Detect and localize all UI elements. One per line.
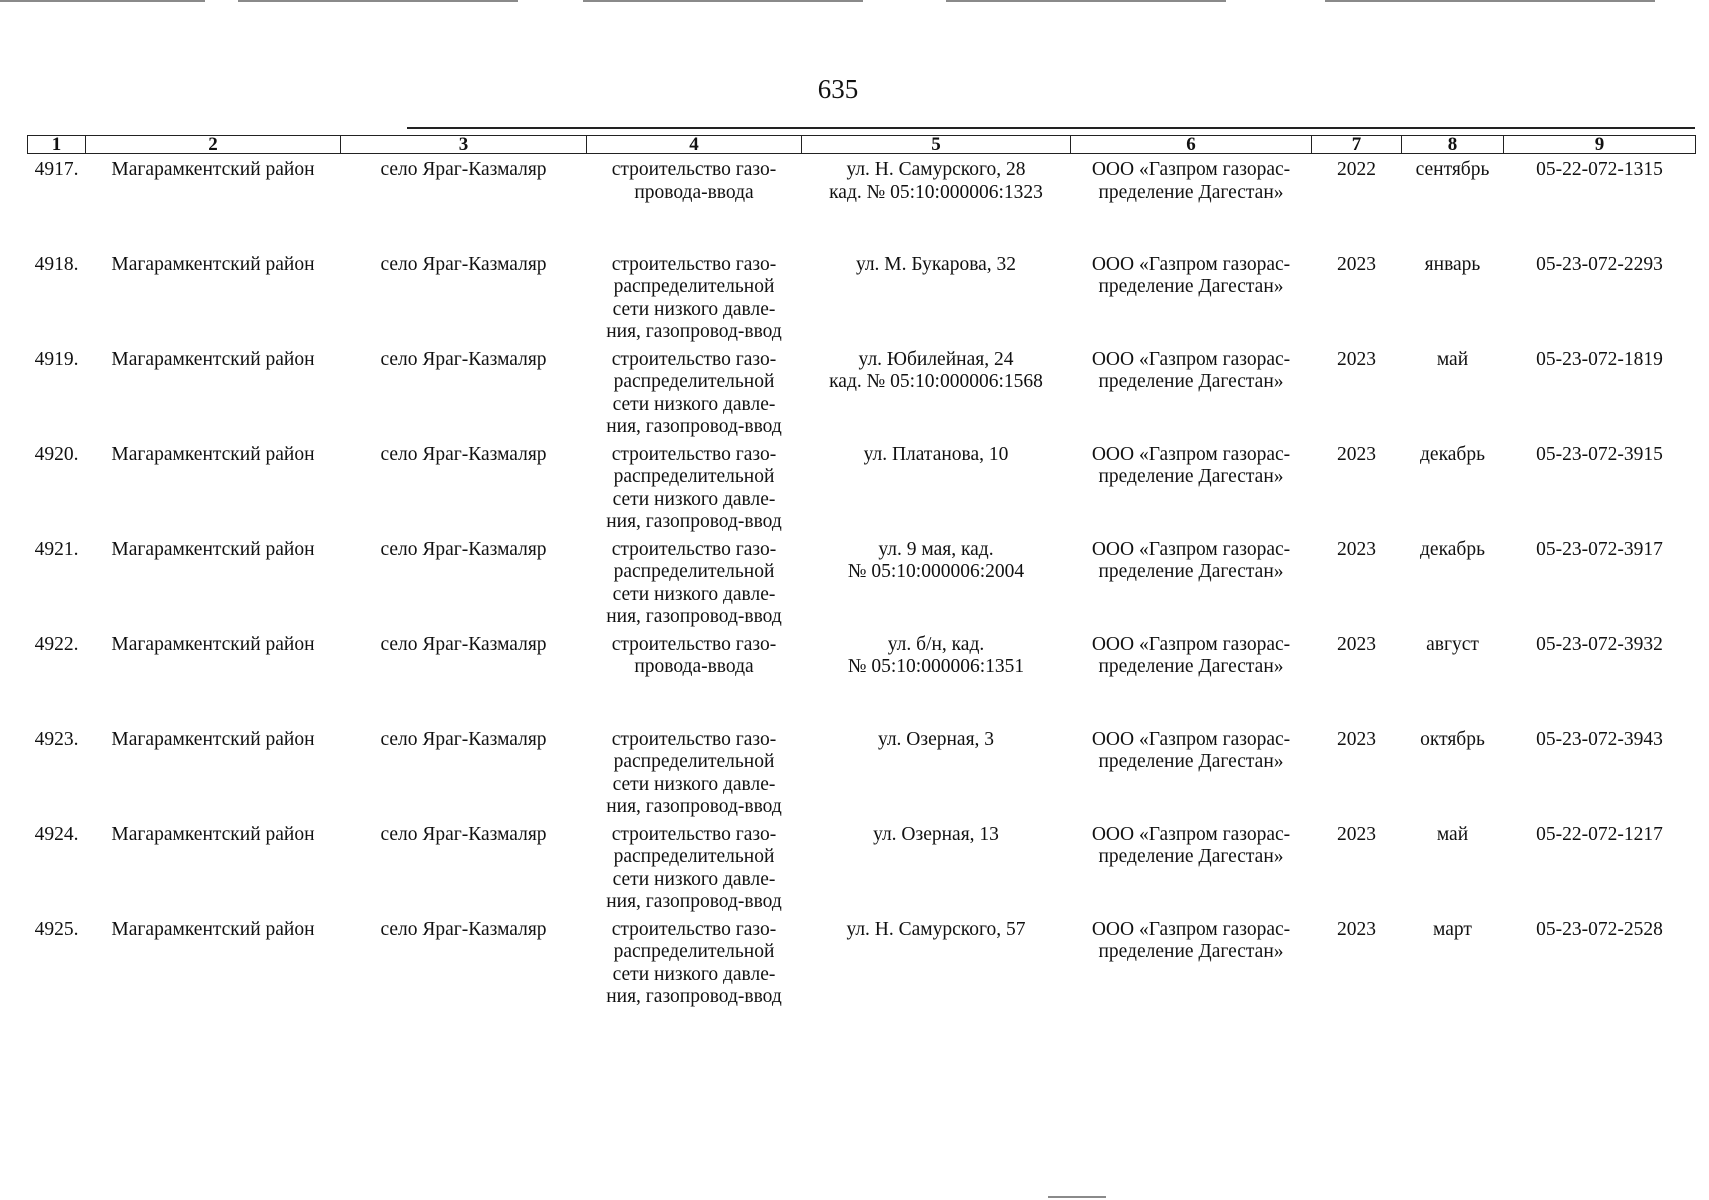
scan-edge-line <box>946 0 1226 2</box>
row-number: 4925. <box>34 918 79 940</box>
work-cell <box>587 629 802 724</box>
code-cell: 05-22-072-1315 <box>1536 159 1663 180</box>
address-line: № 05:10:000006:2004 <box>847 561 1025 582</box>
organization-cell <box>1071 819 1312 914</box>
work-cell <box>587 439 802 534</box>
work-line: сети низкого давле- <box>612 298 776 320</box>
year-cell: 2023 <box>1337 918 1376 940</box>
column-header: 3 <box>341 136 587 154</box>
registry-table <box>27 135 1696 1009</box>
month-cell: октябрь <box>1420 728 1485 750</box>
month-cell: декабрь <box>1420 443 1485 465</box>
work-line: строительство газо- <box>611 823 777 845</box>
address-cell <box>802 534 1071 629</box>
organization-line: ООО «Газпром газорас- <box>1091 823 1291 845</box>
organization-cell <box>1071 724 1312 819</box>
year-cell: 2023 <box>1337 823 1376 845</box>
table-row <box>28 819 1696 914</box>
district-cell: Магарамкентский район <box>111 443 315 465</box>
district-cell: Магарамкентский район <box>111 823 315 845</box>
district-cell: Магарамкентский район <box>111 253 315 275</box>
address-line: ул. Платанова, 10 <box>863 443 1009 465</box>
address-line: ул. Озерная, 3 <box>877 728 995 750</box>
locality-cell: село Яраг-Казмаляр <box>380 348 547 370</box>
district-cell: Магарамкентский район <box>111 538 315 560</box>
district-cell: Магарамкентский район <box>111 159 315 180</box>
address-line: ул. М. Букарова, 32 <box>855 253 1017 275</box>
table-row <box>28 914 1696 1009</box>
work-line: ния, газопровод-ввод <box>606 986 782 1007</box>
organization-line: пределение Дагестан» <box>1098 941 1284 962</box>
page-number: 635 <box>817 74 859 104</box>
locality-cell: село Яраг-Казмаляр <box>380 443 547 465</box>
code-cell: 05-23-072-3932 <box>1536 633 1663 655</box>
locality-cell: село Яраг-Казмаляр <box>380 633 547 655</box>
address-cell <box>802 439 1071 534</box>
work-line: строительство газо- <box>611 918 777 940</box>
address-cell <box>802 629 1071 724</box>
work-cell <box>587 534 802 629</box>
code-cell: 05-23-072-2528 <box>1536 918 1663 940</box>
code-cell: 05-23-072-3917 <box>1536 538 1663 560</box>
column-header: 6 <box>1071 136 1312 154</box>
column-header: 8 <box>1402 136 1504 154</box>
column-number-row <box>28 136 1696 154</box>
work-line: строительство газо- <box>611 253 777 275</box>
work-line: сети низкого давле- <box>612 963 776 985</box>
work-cell <box>587 724 802 819</box>
address-line: ул. Юбилейная, 24 <box>858 348 1014 370</box>
work-line: ния, газопровод-ввод <box>606 606 782 627</box>
scan-edge-line <box>238 0 518 2</box>
work-line: распределительной <box>613 561 775 582</box>
month-cell: август <box>1426 633 1479 655</box>
code-cell: 05-23-072-1819 <box>1536 348 1663 370</box>
organization-line: ООО «Газпром газорас- <box>1091 348 1291 370</box>
organization-cell <box>1071 344 1312 439</box>
year-cell: 2023 <box>1337 348 1376 370</box>
table-row <box>28 439 1696 534</box>
year-cell: 2023 <box>1337 633 1376 655</box>
address-cell <box>802 249 1071 344</box>
month-cell: сентябрь <box>1415 159 1490 180</box>
code-cell: 05-23-072-2293 <box>1536 253 1663 275</box>
code-cell: 05-22-072-1217 <box>1536 823 1663 845</box>
address-line: ул. Озерная, 13 <box>873 823 999 845</box>
work-cell <box>587 914 802 1009</box>
work-line: сети низкого давле- <box>612 393 776 415</box>
code-cell: 05-23-072-3943 <box>1536 728 1663 750</box>
work-cell <box>587 344 802 439</box>
organization-line: ООО «Газпром газорас- <box>1091 443 1291 465</box>
district-cell: Магарамкентский район <box>111 728 315 750</box>
work-line: провода-ввода <box>634 656 754 677</box>
organization-cell <box>1071 914 1312 1009</box>
work-line: распределительной <box>613 941 775 962</box>
organization-cell <box>1071 439 1312 534</box>
organization-line: пределение Дагестан» <box>1098 276 1284 297</box>
address-line: № 05:10:000006:1351 <box>847 656 1025 677</box>
work-line: ния, газопровод-ввод <box>606 416 782 437</box>
month-cell: май <box>1436 823 1469 845</box>
organization-cell <box>1071 154 1312 249</box>
address-line: кад. № 05:10:000006:1323 <box>829 181 1043 203</box>
table-row <box>28 249 1696 344</box>
month-cell: декабрь <box>1420 538 1485 560</box>
work-cell <box>587 819 802 914</box>
locality-cell: село Яраг-Казмаляр <box>380 159 547 180</box>
column-header: 5 <box>802 136 1071 154</box>
work-cell <box>587 154 802 249</box>
work-cell <box>587 249 802 344</box>
address-line: ул. 9 мая, кад. <box>878 538 994 560</box>
organization-line: ООО «Газпром газорас- <box>1091 918 1291 940</box>
work-line: ния, газопровод-ввод <box>606 511 782 532</box>
locality-cell: село Яраг-Казмаляр <box>380 728 547 750</box>
work-line: сети низкого давле- <box>612 488 776 510</box>
month-cell: январь <box>1424 253 1481 275</box>
address-cell <box>802 914 1071 1009</box>
year-cell: 2023 <box>1337 253 1376 275</box>
organization-line: пределение Дагестан» <box>1098 561 1284 582</box>
locality-cell: село Яраг-Казмаляр <box>380 253 547 275</box>
row-number: 4919. <box>34 348 79 370</box>
column-header: 1 <box>28 136 86 154</box>
row-number: 4924. <box>34 823 79 845</box>
organization-line: ООО «Газпром газорас- <box>1091 253 1291 275</box>
locality-cell: село Яраг-Казмаляр <box>380 918 547 940</box>
organization-line: ООО «Газпром газорас- <box>1091 159 1291 180</box>
work-line: распределительной <box>613 846 775 867</box>
column-header: 7 <box>1312 136 1402 154</box>
work-line: строительство газо- <box>611 443 777 465</box>
table-row <box>28 344 1696 439</box>
row-number: 4922. <box>34 633 79 655</box>
locality-cell: село Яраг-Казмаляр <box>380 538 547 560</box>
work-line: сети низкого давле- <box>612 868 776 890</box>
work-line: ния, газопровод-ввод <box>606 796 782 817</box>
work-line: распределительной <box>613 371 775 392</box>
row-number: 4921. <box>34 538 79 560</box>
code-cell: 05-23-072-3915 <box>1536 443 1663 465</box>
address-cell <box>802 724 1071 819</box>
column-header: 2 <box>86 136 341 154</box>
work-line: строительство газо- <box>611 538 777 560</box>
scan-edge-line <box>583 0 863 2</box>
address-line: ул. б/н, кад. <box>887 633 985 655</box>
address-line: кад. № 05:10:000006:1568 <box>829 371 1043 392</box>
table-row <box>28 724 1696 819</box>
year-cell: 2023 <box>1337 538 1376 560</box>
organization-line: ООО «Газпром газорас- <box>1091 633 1291 655</box>
organization-line: ООО «Газпром газорас- <box>1091 538 1291 560</box>
table-top-rule <box>407 127 1695 129</box>
row-number: 4923. <box>34 728 79 750</box>
table-row <box>28 629 1696 724</box>
organization-line: пределение Дагестан» <box>1098 656 1284 677</box>
table-row <box>28 534 1696 629</box>
row-number: 4917. <box>34 159 79 180</box>
organization-cell <box>1071 249 1312 344</box>
year-cell: 2023 <box>1337 728 1376 750</box>
organization-line: пределение Дагестан» <box>1098 371 1284 392</box>
work-line: распределительной <box>613 751 775 772</box>
work-line: сети низкого давле- <box>612 773 776 795</box>
district-cell: Магарамкентский район <box>111 633 315 655</box>
column-header: 9 <box>1504 136 1696 154</box>
work-line: строительство газо- <box>611 159 777 180</box>
district-cell: Магарамкентский район <box>111 348 315 370</box>
organization-line: ООО «Газпром газорас- <box>1091 728 1291 750</box>
work-line: сети низкого давле- <box>612 583 776 605</box>
organization-cell <box>1071 629 1312 724</box>
row-number: 4918. <box>34 253 79 275</box>
district-cell: Магарамкентский район <box>111 918 315 940</box>
work-line: ния, газопровод-ввод <box>606 321 782 342</box>
address-cell <box>802 154 1071 249</box>
month-cell: май <box>1436 348 1469 370</box>
work-line: распределительной <box>613 466 775 487</box>
work-line: ния, газопровод-ввод <box>606 891 782 912</box>
work-line: строительство газо- <box>611 728 777 750</box>
row-number: 4920. <box>34 443 79 465</box>
address-line: ул. Н. Самурского, 57 <box>846 918 1026 940</box>
scan-edge-line <box>1048 1196 1106 1198</box>
year-cell: 2023 <box>1337 443 1376 465</box>
work-line: провода-ввода <box>634 181 754 203</box>
address-cell <box>802 344 1071 439</box>
table-row <box>28 154 1696 249</box>
work-line: распределительной <box>613 276 775 297</box>
organization-line: пределение Дагестан» <box>1098 466 1284 487</box>
organization-cell <box>1071 534 1312 629</box>
organization-line: пределение Дагестан» <box>1098 846 1284 867</box>
address-cell <box>802 819 1071 914</box>
address-line: ул. Н. Самурского, 28 <box>846 159 1026 180</box>
month-cell: март <box>1433 918 1472 940</box>
work-line: строительство газо- <box>611 633 777 655</box>
scan-edge-line <box>1325 0 1655 2</box>
locality-cell: село Яраг-Казмаляр <box>380 823 547 845</box>
year-cell: 2022 <box>1337 159 1376 180</box>
organization-line: пределение Дагестан» <box>1098 751 1284 772</box>
scan-edge-line <box>0 0 205 2</box>
work-line: строительство газо- <box>611 348 777 370</box>
column-header: 4 <box>587 136 802 154</box>
organization-line: пределение Дагестан» <box>1098 181 1284 203</box>
